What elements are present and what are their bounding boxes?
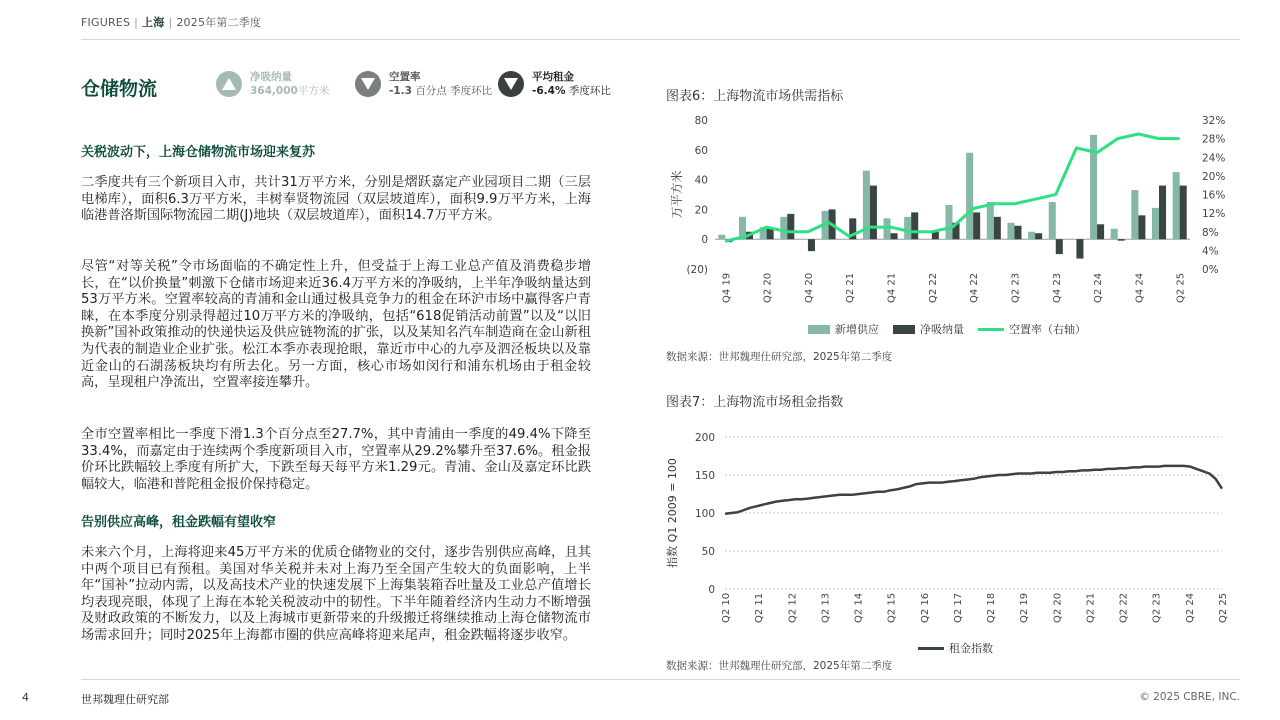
y2-tick-label: 0% (1202, 264, 1219, 276)
section-title: 仓储物流 (81, 78, 158, 100)
legend-swatch-vacancy (978, 328, 1004, 331)
x-tick-label: Q2 22 (1118, 592, 1130, 623)
chart7-legend (918, 640, 993, 656)
supply-bar (1173, 172, 1180, 239)
triangle-down-icon (498, 71, 524, 97)
absorption-bar (911, 212, 918, 239)
supply-bar (1152, 208, 1159, 239)
y-tick-label: (20) (686, 264, 708, 276)
triangle-up-icon (216, 71, 242, 97)
y2-tick-label: 28% (1202, 133, 1226, 146)
y2-tick-label: 24% (1202, 152, 1226, 165)
header-period: 2025年第二季度 (176, 16, 262, 29)
absorption-bar (1014, 226, 1021, 239)
absorption-bar (1035, 233, 1042, 239)
absorption-bar (1097, 224, 1104, 239)
article-heading-1: 关税波动下，上海仓储物流市场迎来复苏 (81, 145, 316, 160)
kpi-label: 空置率 (389, 71, 421, 83)
y2-tick-label: 32% (1202, 115, 1226, 127)
y-axis-label: 指数 Q1 2009 = 100 (666, 458, 679, 568)
supply-bar (987, 202, 994, 239)
kpi-unit: 平方米 (297, 85, 330, 97)
footer-brand: 世邦魏理仕研究部 (81, 693, 169, 706)
absorption-bar (973, 212, 980, 239)
x-tick-label: Q2 21 (1085, 592, 1097, 623)
absorption-bar (1076, 239, 1083, 258)
x-tick-label: Q2 24 (1093, 272, 1105, 303)
x-tick-label: Q2 17 (952, 592, 964, 623)
supply-bar (1131, 190, 1138, 239)
x-tick-label: Q2 20 (762, 272, 774, 303)
kpi-label: 平均租金 (532, 71, 574, 83)
rent-index-line (725, 466, 1222, 514)
header-divider (81, 39, 1240, 40)
article-paragraph-1: 二季度共有三个新项目入市，共计31万平方米，分别是熠跃嘉定产业园项目二期（三层电梯库），面积6.3万平方米，丰树奉贤物流园（双层坡道库），面积9.9万平方米，上海临港普洛斯国际物流园二期(J)地块（双层坡道库），面积14.7万平方米。 (81, 175, 591, 224)
kpi-value: -1.3 (389, 85, 412, 97)
kpi-unit: 百分点 季度环比 (415, 85, 493, 97)
y2-tick-label: 8% (1202, 226, 1219, 239)
supply-bar (884, 218, 891, 239)
x-tick-label: Q2 23 (1010, 272, 1022, 303)
legend-swatch-supply (808, 325, 830, 334)
y-tick-label: 50 (701, 546, 715, 558)
absorption-bar (870, 186, 877, 240)
x-tick-label: Q2 16 (919, 592, 931, 623)
kpi-unit: 季度环比 (568, 85, 611, 97)
absorption-bar (767, 229, 774, 239)
x-tick-label: Q2 14 (853, 592, 865, 623)
kpi-vacancy (355, 70, 492, 98)
article-heading-2: 告别供应高峰，租金跌幅有望收窄 (81, 515, 277, 530)
absorption-bar (787, 214, 794, 239)
supply-bar (780, 217, 787, 239)
legend-label-rent: 租金指数 (949, 642, 993, 655)
y-tick-label: 20 (694, 204, 708, 217)
y2-tick-label: 4% (1202, 245, 1219, 258)
absorption-bar (994, 217, 1001, 239)
absorption-bar (808, 239, 815, 251)
supply-bar (1007, 223, 1014, 239)
kpi-label: 净吸纳量 (250, 71, 292, 83)
y-tick-label: 60 (694, 144, 708, 157)
x-tick-label: Q2 22 (927, 272, 939, 303)
article-paragraph-2: 尽管“对等关税”令市场面临的不确定性上升，但受益于上海工业总产值及消费稳步增长，在“以价换量”刺激下仓储市场迎来近36.4万平方米的净吸纳，上半年净吸纳量达到53万平方米。空置率较高的青浦和金山通过极具竞争力的租金在环沪市场中赢得客户青睐，在本季度分别录得超过10万平方米的净吸纳，包括“618促销活动前置”以及“以旧换新”国补政策推动的快递快运及供应链物流的扩张，以及某知名汽车制造商在金山新租为代表的制造业企业扩张。松江本季亦表现抢眼，靠近市中心的九亭及泗泾板块以及靠近金山的石湖荡板块均有所去化。另一方面，核心市场如闵行和浦东机场由于租金较高，呈现租户净流出，空置率接连攀升。 (81, 259, 591, 391)
absorption-bar (1056, 239, 1063, 254)
y-tick-label: 0 (701, 234, 708, 247)
y-tick-label: 40 (694, 174, 708, 187)
rent-index-chart (660, 420, 1240, 635)
supply-bar (1111, 229, 1118, 239)
figure6-source: 数据来源：世邦魏理仕研究部，2025年第二季度 (666, 351, 893, 363)
y-tick-label: 80 (694, 115, 708, 127)
x-tick-label: Q2 20 (1052, 592, 1064, 623)
kpi-value: -6.4% (532, 85, 566, 97)
supply-bar (1028, 232, 1035, 239)
header-city: 上海 (142, 16, 165, 29)
y-tick-label: 200 (694, 432, 715, 444)
x-tick-label: Q4 23 (1051, 272, 1063, 303)
article-paragraph-3: 全市空置率相比一季度下滑1.3个百分点至27.7%，其中青浦由一季度的49.4%下降至33.4%，而嘉定由于连续两个季度新项目入市，空置率从29.2%攀升至37.6%。租金报价环比跌幅较上季度有所扩大，下跌至每天每平方米1.29元。青浦、金山及嘉定环比跌幅较大，临港和普陀租金报价保持稳定。 (81, 427, 591, 492)
y-tick-label: 100 (694, 508, 715, 520)
x-tick-label: Q2 11 (754, 592, 766, 623)
absorption-bar (891, 233, 898, 239)
absorption-bar (1118, 239, 1125, 240)
x-tick-label: Q2 24 (1184, 592, 1196, 623)
x-tick-label: Q4 24 (1134, 272, 1146, 303)
y-tick-label: 150 (694, 470, 715, 482)
y2-tick-label: 16% (1202, 189, 1226, 202)
x-tick-label: Q2 15 (886, 592, 898, 623)
x-tick-label: Q2 12 (787, 592, 799, 623)
supply-demand-chart (660, 105, 1240, 345)
y2-tick-label: 12% (1202, 208, 1226, 221)
x-tick-label: Q4 20 (803, 272, 815, 303)
y-tick-label: 0 (708, 584, 715, 596)
legend-swatch-rent (918, 647, 944, 650)
footer-divider (81, 679, 1240, 680)
x-tick-label: Q2 19 (1019, 592, 1031, 623)
figure7-title: 图表7：上海物流市场租金指数 (666, 395, 844, 410)
figure6-title: 图表6：上海物流市场供需指标 (666, 89, 844, 104)
figure7-source: 数据来源：世邦魏理仕研究部，2025年第二季度 (666, 660, 893, 672)
x-tick-label: Q2 21 (845, 272, 857, 303)
absorption-bar (1180, 186, 1187, 240)
absorption-bar (1138, 215, 1145, 239)
x-tick-label: Q2 13 (820, 592, 832, 623)
x-tick-label: Q2 23 (1151, 592, 1163, 623)
supply-bar (1049, 202, 1056, 239)
supply-bar (904, 217, 911, 239)
kpi-value: 364,000 (250, 85, 298, 97)
supply-bar (718, 235, 725, 239)
article-paragraph-4: 未来六个月，上海将迎来45万平方米的优质仓储物业的交付，逐步告别供应高峰，且其中两个项目已有预租。美国对华关税并未对上海乃至全国产生较大的负面影响，上半年“国补”拉动内需，以及高技术产业的快速发展下上海集装箱吞吐量及工业总产值增长均表现亮眼，体现了上海在本轮关税波动中的韧性。下半年随着经济内生动力不断增强及财政政策的不断发力，以及上海城市更新带来的升级搬迁将继续推动上海仓储物流市场需求回升；同时2025年上海都市圈的供应高峰将迎来尾声，租金跌幅将逐步收窄。 (81, 545, 591, 643)
legend-label-supply: 新增供应 (835, 323, 879, 336)
x-tick-label: Q4 22 (969, 272, 981, 303)
figures-label: FIGURES (81, 16, 131, 29)
legend-label-vacancy: 空置率（右轴） (1009, 323, 1086, 336)
x-tick-label: Q2 18 (986, 592, 998, 623)
supply-bar (966, 153, 973, 239)
x-tick-label: Q2 10 (721, 592, 732, 623)
legend-label-absorption: 净吸纳量 (920, 323, 964, 336)
y-axis-label: 万平方米 (670, 170, 684, 219)
x-tick-label: Q2 25 (1218, 592, 1229, 623)
page-number: 4 (22, 691, 29, 704)
x-tick-label: Q2 25 (1175, 272, 1187, 303)
supply-bar (945, 205, 952, 239)
absorption-bar (1159, 186, 1166, 240)
legend-swatch-absorption (893, 325, 915, 334)
triangle-down-icon (355, 71, 381, 97)
kpi-net-absorption (216, 70, 329, 98)
copyright: © 2025 CBRE, INC. (1139, 691, 1240, 703)
x-tick-label: Q4 21 (886, 272, 898, 303)
x-tick-label: Q4 19 (721, 272, 733, 303)
page-header: FIGURES | 上海 | 2025年第二季度 (81, 16, 262, 29)
chart6-legend (808, 321, 1086, 337)
y2-tick-label: 20% (1202, 170, 1226, 183)
kpi-avg-rent (498, 70, 611, 98)
